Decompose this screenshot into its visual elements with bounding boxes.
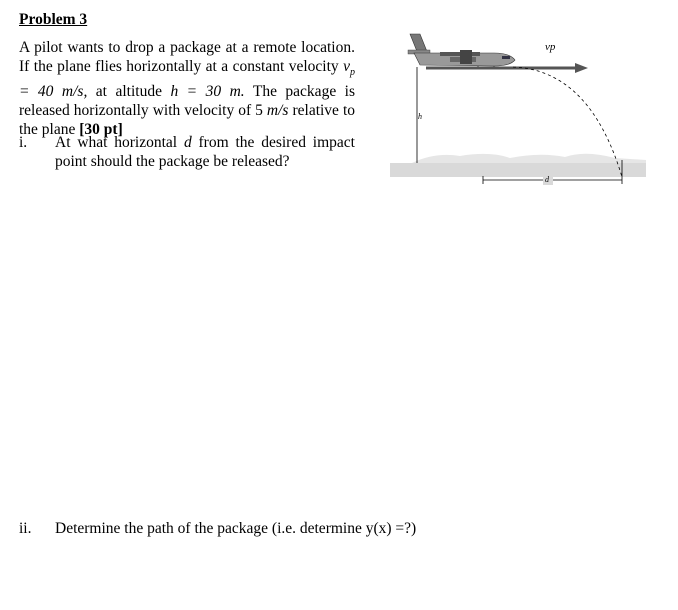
terrain-hills: [412, 154, 646, 163]
item-number: ii.: [19, 520, 32, 537]
vp-symbol: $v_p$: [343, 58, 355, 79]
statement-part3: The package is released horizontally with velocity of 5: [19, 83, 356, 120]
plane-drop-figure: [390, 20, 650, 190]
d-label: d: [545, 175, 549, 184]
velocity-unit: m/s: [266, 102, 289, 120]
statement-part4: relative to the plane: [19, 102, 356, 139]
d-variable: d: [183, 134, 192, 151]
problem-statement: [19, 38, 355, 139]
item-number: i.: [19, 134, 28, 151]
points-label: [30 pt]: [79, 121, 123, 139]
item-text: At what horizontal d from the desired impact point should the package be released?: [55, 134, 355, 170]
h-label: h: [418, 112, 422, 121]
altitude-equation: = 30 m.: [178, 83, 245, 101]
item-text: Determine the path of the package (i.e. determine y(x) =?): [55, 520, 417, 537]
ground: [390, 163, 646, 177]
problem-title: Problem 3: [19, 11, 88, 28]
statement-part2: at altitude: [87, 83, 171, 101]
vp-label: vp: [545, 41, 556, 53]
h-symbol: h: [170, 83, 179, 101]
statement-part1: A pilot wants to drop a package at a remote location. If the plane flies horizontally at a constant velocity: [19, 39, 355, 75]
velocity-equation: = 40 m/s,: [19, 83, 88, 101]
airplane: [408, 34, 515, 69]
velocity-arrowhead: [575, 63, 588, 73]
